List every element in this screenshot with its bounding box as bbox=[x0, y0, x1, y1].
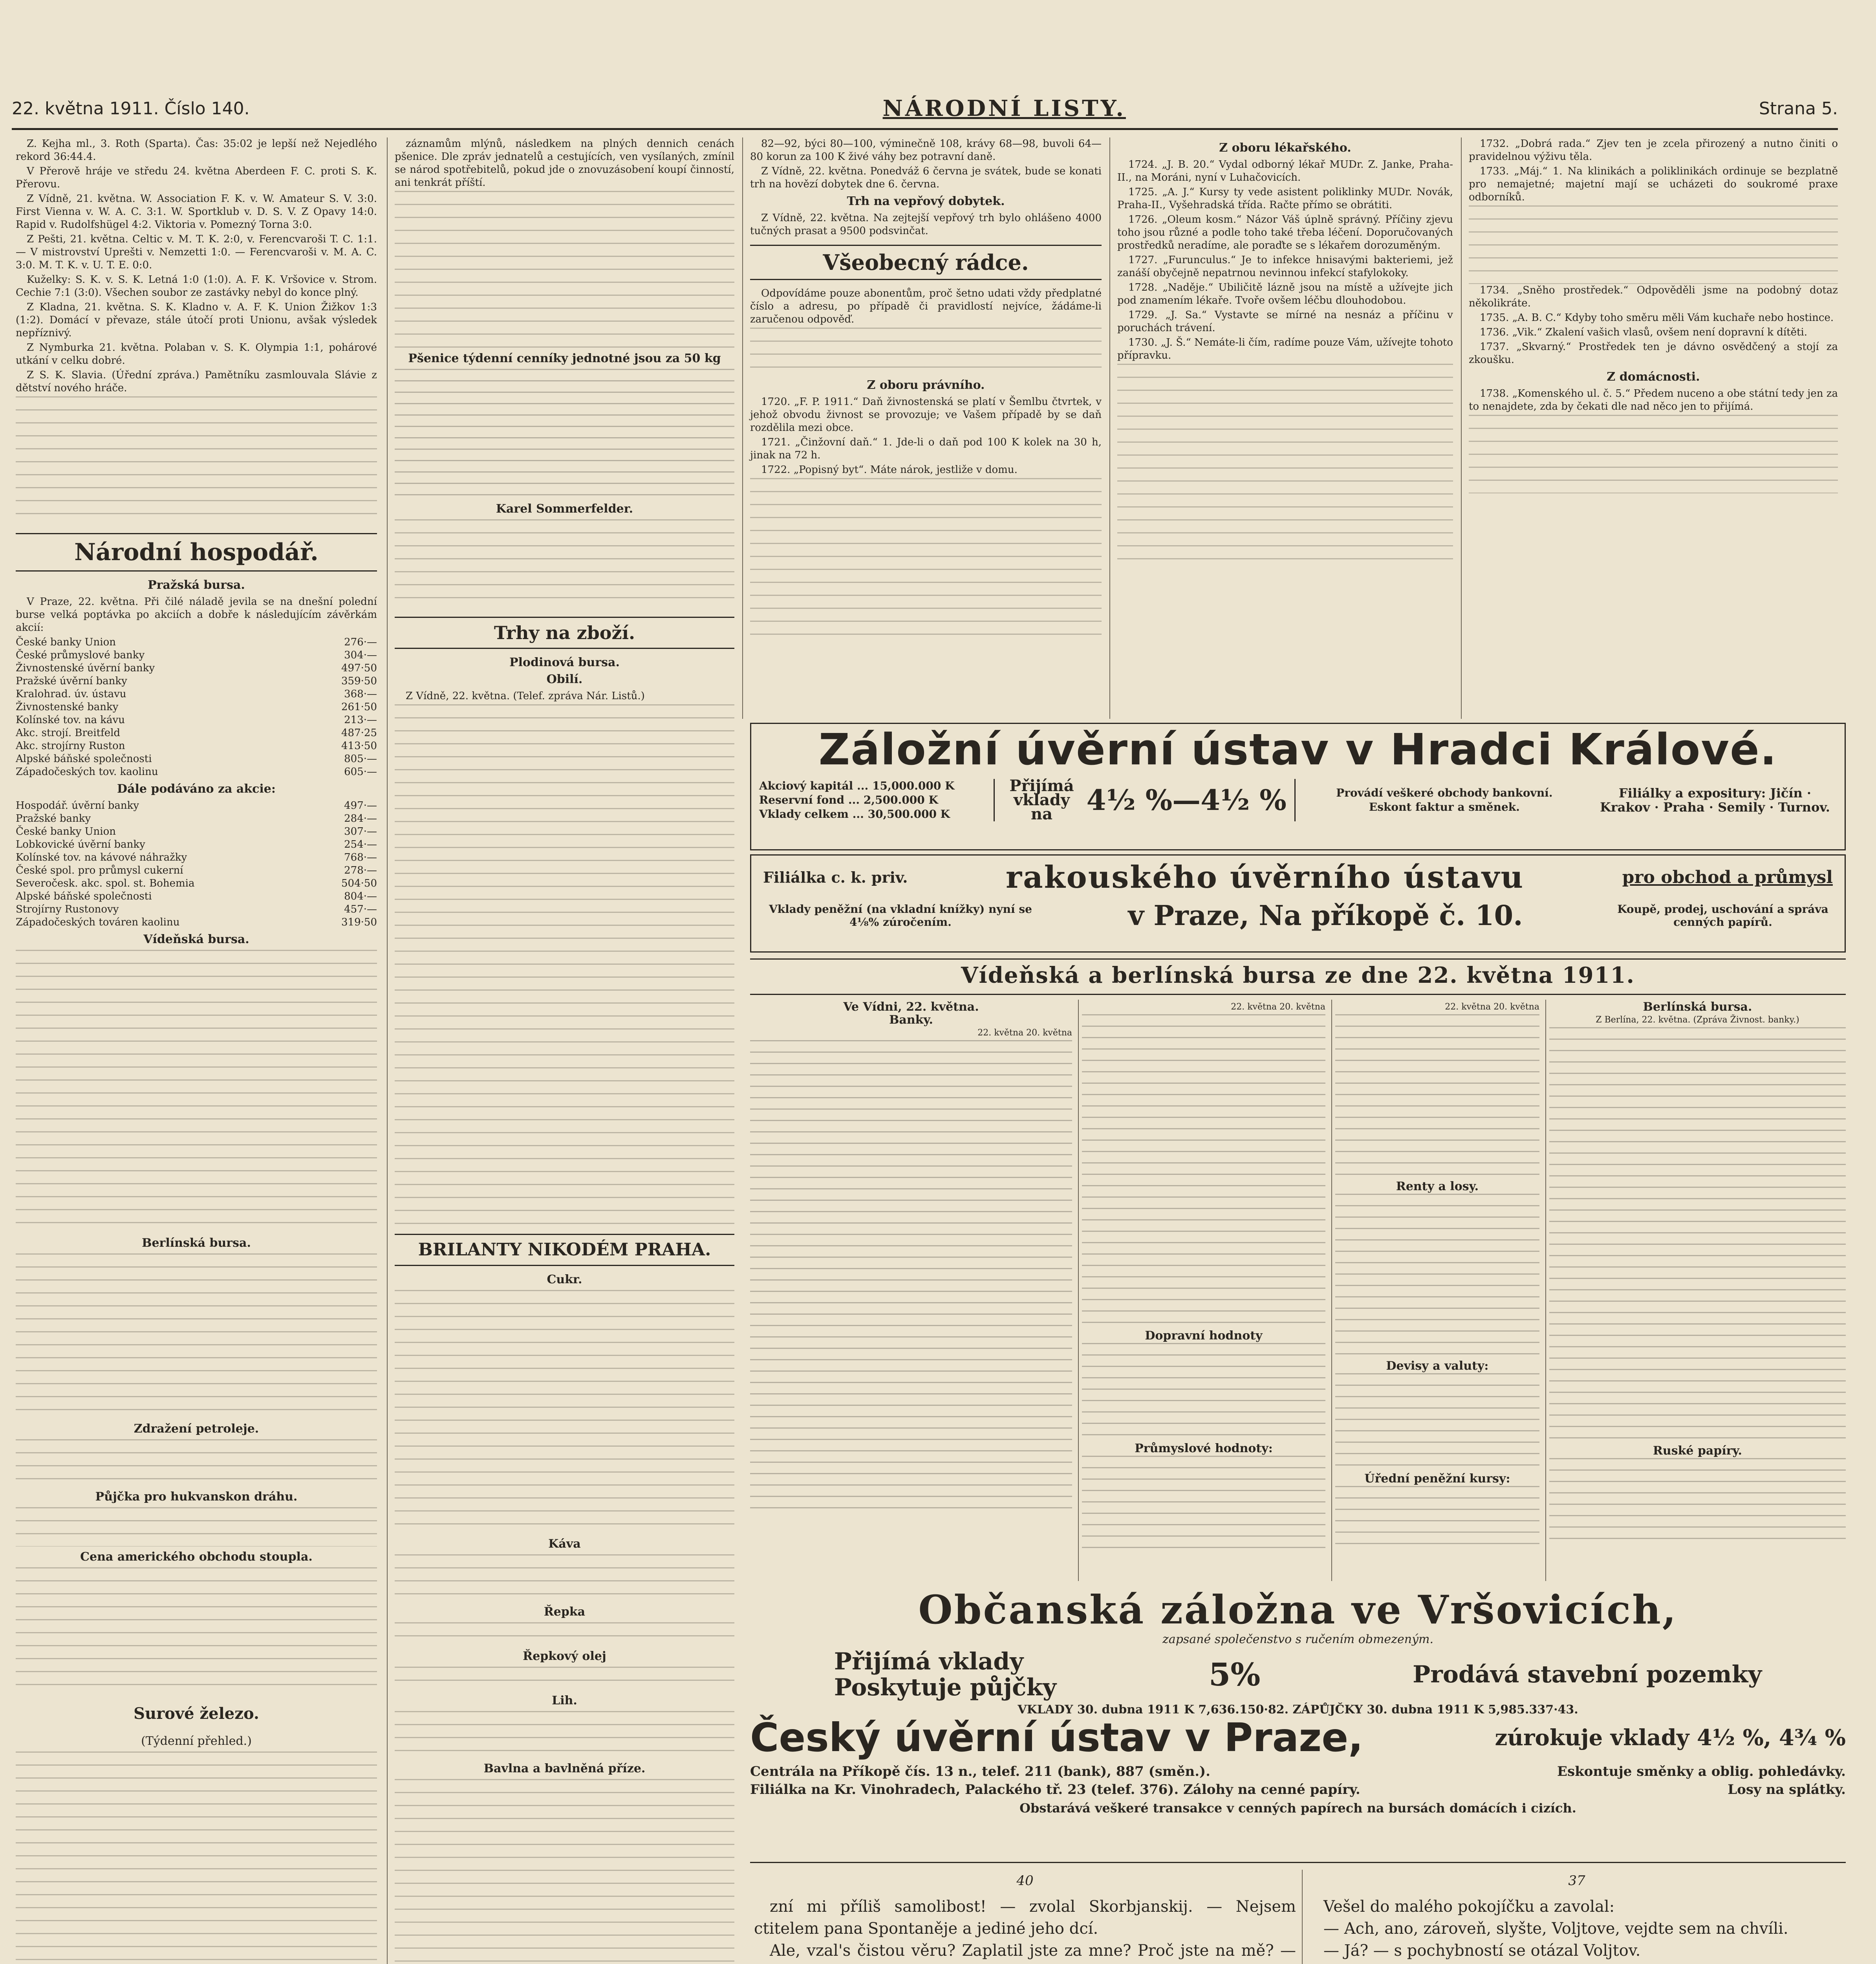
stock-name: České spol. pro průmysl cukerní bbox=[16, 865, 183, 876]
law-item: 1722. „Popisný byt“. Máte nárok, jestliže v domu. bbox=[761, 464, 1018, 476]
stock-name: Kralohrad. úv. ústavu bbox=[16, 688, 126, 700]
stock-name: Akc. strojí. Breitfeld bbox=[16, 727, 121, 739]
table-heading: Úřední peněžní kursy: bbox=[1364, 1472, 1510, 1486]
stock-row bbox=[16, 714, 377, 727]
text-block bbox=[16, 1439, 377, 1486]
stock-name: Pražské úvěrní banky bbox=[16, 675, 127, 687]
page-number: Strana 5. bbox=[1759, 98, 1838, 119]
section-subtitle: Obilí. bbox=[546, 672, 583, 686]
section-subtitle: Cukr. bbox=[547, 1273, 582, 1286]
stock-price: 487·25 bbox=[341, 727, 377, 739]
stock-name: Západočeských továren kaolinu bbox=[16, 916, 180, 928]
stock-name: Hospodář. úvěrní banky bbox=[16, 800, 139, 812]
bank2-address: v Praze, Na příkopě č. 10. bbox=[1128, 899, 1523, 932]
text-block bbox=[16, 1507, 377, 1546]
stock-price: 284·— bbox=[344, 813, 377, 824]
stock-price: 457·— bbox=[344, 903, 377, 915]
column-3 bbox=[750, 137, 1102, 711]
bank-ad-hradec bbox=[750, 723, 1846, 850]
stock-name: České banky Union bbox=[16, 636, 116, 648]
stock-row bbox=[16, 838, 377, 851]
bank-rate: 4½ %—4½ % bbox=[1086, 783, 1287, 817]
exchange-title: Vídeňská a berlínská bursa ze dne 22. května 1911. bbox=[961, 962, 1635, 988]
market-text: Z Vídně, 22. května. (Telef. zpráva Nár. Listů.) bbox=[406, 690, 645, 702]
credit-escount: Eskontuje směnky a oblig. pohledávky. bbox=[1557, 1764, 1846, 1779]
text-block bbox=[16, 1567, 377, 1693]
text-block bbox=[1469, 415, 1838, 493]
stock-name: Akc. strojírny Ruston bbox=[16, 740, 125, 752]
table-heading: Dopravní hodnoty bbox=[1145, 1329, 1263, 1343]
table-heading: Ruské papíry. bbox=[1653, 1444, 1742, 1458]
berlin-exchange-table bbox=[1549, 1000, 1846, 1581]
section-title-hospodar: Národní hospodář. bbox=[16, 533, 377, 572]
medical-item: 1724. „J. B. 20.“ Vydal odborný lékař MUDr. Z. Janke, Praha-II., na Moráni, nyní v Luhačovicích. bbox=[1117, 159, 1453, 183]
section-subtitle: Řepka bbox=[544, 1605, 586, 1619]
page-header bbox=[12, 89, 1838, 130]
section-text: Odpovídáme pouze abonentům, proč šetno udati vždy předplatné číslo a adresu, po případě či pravidlostí nejvíce, žádáme-li zaručenou odpověď. bbox=[750, 288, 1102, 325]
novel-paragraph bbox=[1308, 1962, 1846, 1964]
market-text: Z Vídně, 22. května. Ponedváž 6 června je svátek, bude se konati trh na hovězí dobytek dne 6. června. bbox=[750, 165, 1102, 190]
stock-name: Alpské báňské společnosti bbox=[16, 753, 152, 765]
stock-price: 804·— bbox=[344, 890, 377, 902]
column-divider bbox=[1545, 1000, 1546, 1581]
stock-name: Živnostenské úvěrní banky bbox=[16, 662, 155, 674]
column-divider bbox=[1078, 1000, 1079, 1581]
bank-rate-label: Přijímá vklady na bbox=[1009, 777, 1074, 823]
medical-item: 1727. „Furunculus.“ Je to infekce hnisavými bakteriemi, jež zanáší obyčejně nepatrnou nevinnou infekcí stafylokoky. bbox=[1117, 254, 1453, 279]
stock-row bbox=[16, 766, 377, 779]
section-title-iron: Surové železo. bbox=[134, 1704, 259, 1723]
savings-rate: 5% bbox=[1208, 1656, 1261, 1693]
credit-central: Centrála na Příkopě čís. 13 n., telef. 211 (bank), 887 (směn.). bbox=[750, 1764, 1210, 1779]
stock-price: 497·— bbox=[344, 800, 377, 812]
stock-row bbox=[16, 649, 377, 662]
stock-row bbox=[16, 851, 377, 864]
advice-item: 1733. „Máj.“ 1. Na klinikách a poliklinikách ordinuje se bezplatně pro nemajetné; majetní mají se ucházeti do soukromé praxe odborníků. bbox=[1469, 165, 1838, 203]
text-block bbox=[750, 328, 1102, 375]
text-block bbox=[395, 704, 734, 1227]
section-subtitle: Řepkový olej bbox=[523, 1649, 606, 1663]
text-block bbox=[16, 1751, 377, 1964]
issue-date: 22. května 1911. Číslo 140. bbox=[12, 98, 250, 119]
vienna-exchange-table bbox=[750, 1000, 1072, 1581]
column-divider bbox=[387, 137, 388, 1964]
table-heading: Devisy a valuty: bbox=[1386, 1359, 1489, 1373]
stock-row bbox=[16, 812, 377, 825]
divider bbox=[750, 1862, 1846, 1863]
sport-item: Z Pešti, 21. května. Celtic v. M. T. K. 2:0, v. Ferencvaroši T. C. 1:1. — V mistrovství Uprešti v. Nemzetti 1:0. — Ferencvaroši v. M. A. C. 3:0. M. T. K. v. U. T. E. 0:0. bbox=[16, 233, 377, 271]
text-block bbox=[395, 1779, 734, 1964]
sport-item: Z Kladna, 21. května. S. K. Kladno v. A. F. K. Union Žižkov 1:3 (1:2). Domácí v převaze, stále útočí proti Unionu, avšak výsledek nepříznivý. bbox=[16, 301, 377, 339]
table-rows bbox=[1549, 1027, 1846, 1444]
stock-name: České průmyslové banky bbox=[16, 649, 145, 661]
column-5 bbox=[1469, 137, 1838, 711]
column-2 bbox=[395, 137, 734, 1775]
market-text: Z Vídně, 22. května. Na zejtejší vepřový trh bylo ohlášeno 4000 tučných prasat a 9500 podsvinčat. bbox=[750, 212, 1102, 237]
stock-name: České banky Union bbox=[16, 826, 116, 837]
credit-lots: Losy na splátky. bbox=[1728, 1782, 1846, 1797]
stock-row bbox=[16, 740, 377, 753]
novel-paragraph: — Já? — s pochybností se otázal Voljtov. bbox=[1323, 1942, 1641, 1960]
stock-row bbox=[16, 753, 377, 766]
text-block bbox=[395, 1711, 734, 1758]
text-block bbox=[395, 1554, 734, 1601]
advice-item: 1732. „Dobrá rada.“ Zjev ten je zcela přirozený a nutno činiti o pravidelnou výživu těla. bbox=[1469, 138, 1838, 163]
sport-item: Z Nymburka 21. května. Polaban v. S. K. Olympia 1:1, pohárové utkání v celku dobré. bbox=[16, 342, 377, 366]
column-1 bbox=[16, 137, 377, 1964]
bank-reserve: Reservní fond ... 2,500.000 K bbox=[759, 793, 938, 806]
bank-ad-title: Záložní úvěrní ústav v Hradci Králové. bbox=[818, 724, 1777, 775]
stock-price: 805·— bbox=[344, 753, 377, 765]
stock-name: Kolínské tov. na kávu bbox=[16, 714, 125, 726]
stock-price: 413·50 bbox=[341, 740, 377, 752]
section-subtitle: Z oboru právního. bbox=[867, 378, 985, 392]
text-block bbox=[395, 519, 734, 610]
text-block bbox=[750, 478, 1102, 635]
stock-list bbox=[16, 636, 377, 779]
table-heading: Z Berlína, 22. května. (Zpráva Živnost. banky.) bbox=[1596, 1015, 1799, 1025]
advice-item: 1735. „A. B. C.“ Kdyby toho směru měli Vám kuchaře nebo hostince. bbox=[1480, 312, 1834, 324]
table-rows bbox=[1335, 1373, 1539, 1471]
stock-name: Strojírny Rustonovy bbox=[16, 903, 119, 915]
bank-ad-rakousky bbox=[750, 854, 1846, 953]
stock-name: Severočesk. akc. spol. st. Bohemia bbox=[16, 878, 195, 889]
stock-price: 497·50 bbox=[341, 662, 377, 674]
section-subtitle: Karel Sommerfelder. bbox=[496, 502, 633, 516]
bank2-title: rakouského úvěrního ústavu bbox=[1005, 859, 1525, 895]
novel-left-column bbox=[754, 1870, 1296, 1964]
table-rows bbox=[1082, 1014, 1325, 1328]
savings-sell: Prodává stavební pozemky bbox=[1413, 1661, 1762, 1688]
brilliant-ad: BRILANTY NIKODÉM PRAHA. bbox=[395, 1234, 734, 1266]
stock-row bbox=[16, 877, 377, 890]
stock-row bbox=[16, 636, 377, 649]
table-heading: Průmyslové hodnoty: bbox=[1135, 1442, 1273, 1455]
stock-price: 359·50 bbox=[341, 675, 377, 687]
savings-title: Občanská záložna ve Vršovicích, bbox=[918, 1587, 1678, 1633]
column-divider bbox=[1331, 1000, 1332, 1581]
column-divider bbox=[1109, 137, 1110, 719]
section-subtitle: (Týdenní přehled.) bbox=[141, 1734, 252, 1748]
sport-item: Kuželky: S. K. v. S. K. Letná 1:0 (1:0). A. F. K. Vršovice v. Strom. Cechie 7:1 (3:0). Všechen soubor ze zastávky nebyl do konce plný. bbox=[16, 274, 377, 299]
market-intro: záznamům mlýnů, následkem na plných dennich cenách pšenice. Dle zpráv jednatelů a cestujících, ven vysílaných, zmínil se národ spotřebitelů, pokud jde o znovuzásobení koupí činností, ani tenkrát příští. bbox=[395, 138, 734, 189]
stock-row bbox=[16, 662, 377, 675]
novel-paragraph: Vešel do malého pokojíčku a zavolal: bbox=[1323, 1898, 1615, 1916]
sport-item: Z Vídně, 21. května. W. Association F. K. v. W. Amateur S. V. 3:0. First Vienna v. W. A. C. 3:1. W. Sportklub v. D. S. V. Z Opavy 14:0. Rapid v. Rudolfshügel 4:2. Viktoria v. Pomezný Torna 3:0. bbox=[16, 193, 377, 231]
medical-item: 1728. „Naděje.“ Ubiličitě lázně jsou na místě a užívejte jich pod znamením lékaře. Tvoře ovšem léčbu dlouhodobou. bbox=[1117, 282, 1453, 306]
table-heading: 22. května 20. května bbox=[1445, 1002, 1539, 1012]
text-block bbox=[16, 396, 377, 526]
credit-title: Český úvěrní ústav v Praze, bbox=[750, 1715, 1364, 1761]
section-subtitle: Vídeňská bursa. bbox=[143, 933, 249, 946]
stock-row bbox=[16, 916, 377, 929]
section-subtitle: Bavlna a bavlněná příze. bbox=[483, 1762, 646, 1775]
savings-subtitle: zapsané společenstvo s ručením obmezeným. bbox=[1162, 1632, 1433, 1646]
market-text: 82—92, býci 80—100, výminečně 108, krávy 68—98, buvoli 64—80 korun za 100 K živé váhy bez potravní daně. bbox=[750, 138, 1102, 163]
stock-list-title: Dále podáváno za akcie: bbox=[117, 782, 276, 796]
price-table bbox=[395, 369, 734, 498]
stock-row bbox=[16, 727, 377, 740]
savings-ad-vrsovice bbox=[750, 1587, 1846, 1717]
advice-item: 1737. „Skvarný.“ Prostředek ten je dávno osvědčený a stojí za zkoušku. bbox=[1469, 341, 1838, 366]
table-rows bbox=[1335, 1194, 1539, 1359]
table-rows bbox=[1549, 1458, 1846, 1548]
stock-price: 605·— bbox=[344, 766, 377, 778]
column-divider bbox=[1461, 137, 1462, 719]
text-block bbox=[16, 950, 377, 1233]
text-block bbox=[395, 191, 734, 348]
section-subtitle: Zdražení petroleje. bbox=[134, 1422, 259, 1436]
section-subtitle: Berlínská bursa. bbox=[142, 1236, 251, 1250]
stock-price: 768·— bbox=[344, 852, 377, 863]
novel-paragraph: — Ach, ano, zároveň, slyšte, Voljtove, vejdte sem na chvíli. bbox=[1323, 1920, 1788, 1938]
bank-capital: Akciový kapitál ... 15,000.000 K bbox=[759, 779, 955, 792]
bank2-prefix: Filiálka c. k. priv. bbox=[763, 868, 908, 886]
stock-name: Západočeských tov. kaolinu bbox=[16, 766, 158, 778]
novel-right-column bbox=[1308, 1870, 1846, 1964]
stock-name: Pražské banky bbox=[16, 813, 91, 824]
advice-item: 1734. „Sněho prostředek.“ Odpověděli jsme na podobný dotaz několikráte. bbox=[1469, 284, 1838, 309]
stock-price: 319·50 bbox=[341, 916, 377, 928]
table-heading: Ve Vídni, 22. května. bbox=[843, 1000, 979, 1014]
credit-branch: Filiálka na Kr. Vinohradech, Palackého tř. 23 (telef. 376). Zálohy na cenné papíry. bbox=[750, 1782, 1360, 1797]
credit-service: Obstarává veškeré transakce v cenných papírech na bursách domácích i cizích. bbox=[1019, 1801, 1576, 1816]
medical-item: 1726. „Oleum kosm.“ Názor Váš úplně správný. Příčiny zjevu toho jsou různé a podle toho také třeba léčení. Doporučovaných prostředků neradíme, ale poraďte se s lékařem dorozuměným. bbox=[1117, 214, 1453, 251]
section-subtitle: Trh na vepřový dobytek. bbox=[847, 194, 1005, 208]
stock-price: 276·— bbox=[344, 636, 377, 648]
table-rows bbox=[1335, 1014, 1539, 1179]
sport-item: V Přerově hráje ve středu 24. května Aberdeen F. C. proti S. K. Přerovu. bbox=[16, 165, 377, 190]
vienna-exchange-table-2 bbox=[1082, 1000, 1325, 1581]
newspaper-title: NÁRODNÍ LISTY. bbox=[882, 95, 1126, 121]
column-4 bbox=[1117, 137, 1453, 711]
section-subtitle: Z oboru lékařského. bbox=[1219, 141, 1351, 155]
savings-loans: Poskytuje půjčky bbox=[834, 1674, 1056, 1701]
stock-list bbox=[16, 799, 377, 929]
section-subtitle: Lih. bbox=[552, 1694, 577, 1708]
stock-name: Alpské báňské společnosti bbox=[16, 890, 152, 902]
text-block bbox=[395, 1622, 734, 1646]
stock-row bbox=[16, 890, 377, 903]
divider bbox=[750, 958, 1846, 960]
novel-paragraph: zní mi příliš samolibost! — zvolal Skorbjanskij. — Nejsem ctitelem pana Spontaněje a jediné jeho dcí. bbox=[754, 1898, 1296, 1938]
bank-deposits: Vklady celkem ... 30,500.000 K bbox=[759, 808, 950, 821]
table-heading: 22. května 20. května bbox=[1231, 1002, 1325, 1012]
novel-paragraph: Ale, vzal's čistou věru? Zaplatil jste za mne? Proč jste na mě? — bbox=[770, 1942, 1296, 1960]
column-divider bbox=[742, 137, 743, 719]
text-block bbox=[16, 1253, 377, 1418]
stock-price: 278·— bbox=[344, 865, 377, 876]
stock-name: Lobkovické úvěrní banky bbox=[16, 839, 145, 850]
medical-item: 1725. „A. J.“ Kursy ty vede asistent poliklinky MUDr. Novák, Praha-II., Vyšehradská třída. Račte přímo se obrátiti. bbox=[1117, 186, 1453, 211]
column-divider bbox=[1302, 1870, 1303, 1964]
law-item: 1721. „Činžovní daň.“ 1. Jde-li o daň pod 100 K kolek na 30 h, jinak na 72 h. bbox=[750, 436, 1102, 461]
stock-price: 307·— bbox=[344, 826, 377, 837]
stock-price: 368·— bbox=[344, 688, 377, 700]
stock-name: Živnostenské banky bbox=[16, 701, 119, 713]
novel-page-number: 40 bbox=[1016, 1873, 1034, 1889]
novel-page-number: 37 bbox=[1568, 1873, 1585, 1889]
bank-branches: Filiálky a expositury: Jičín · Krakov · Praha · Semily · Turnov. bbox=[1600, 786, 1830, 815]
stock-price: 304·— bbox=[344, 649, 377, 661]
medical-item: 1730. „J. Š.“ Nemáte-li čím, radíme pouze Vám, užívejte tohoto přípravku. bbox=[1117, 337, 1453, 361]
table-heading: Banky. bbox=[889, 1013, 933, 1027]
table-heading: Berlínská bursa. bbox=[1643, 1000, 1752, 1014]
text-block bbox=[1469, 205, 1838, 284]
table-title: Pšenice týdenní cenníky jednotné jsou za 50 kg bbox=[408, 352, 721, 365]
medical-item: 1729. „J. Sa.“ Vystavte se mírné na nesnáz a příčinu v poruchách trávení. bbox=[1117, 309, 1453, 334]
advice-item: 1736. „Vik.“ Zkalení vašich vlasů, ovšem není dopravní k dítěti. bbox=[1480, 326, 1808, 338]
table-heading: 22. května 20. května bbox=[977, 1028, 1072, 1038]
bank-service: Provádí veškeré obchody bankovní. Eskont faktur a směnek. bbox=[1336, 786, 1553, 813]
section-title-trhy: Trhy na zboží. bbox=[395, 617, 734, 649]
table-rows bbox=[1335, 1486, 1539, 1545]
sport-item: Z S. K. Slavia. (Úřední zpráva.) Pamětníku zasmlouvala Slávie z dětství nového hráče. bbox=[16, 369, 377, 394]
divider bbox=[750, 994, 1846, 995]
stock-name: Kolínské tov. na kávové náhražky bbox=[16, 852, 187, 863]
stock-row bbox=[16, 864, 377, 877]
law-item: 1720. „F. P. 1911.“ Daň živnostenská se platí v Šemlbu čtvrtek, v jehož obvodu živnost se provozuje; ve Vašem případě by se daň rozdělila mezi obce. bbox=[750, 396, 1102, 434]
sport-intro: Z. Kejha ml., 3. Roth (Sparta). Čas: 35:02 je lepší než Nejedlého rekord 36:44.4. bbox=[16, 138, 377, 163]
stock-price: 504·50 bbox=[341, 878, 377, 889]
stock-price: 213·— bbox=[344, 714, 377, 726]
section-subtitle: Půjčka pro hukvanskon dráhu. bbox=[95, 1490, 298, 1504]
advice-item: 1738. „Komenského ul. č. 5.“ Předem nuceno a obe státní tedy jen za to nenajdete, zda by čekati dle nad něco jen to přijímá. bbox=[1469, 388, 1838, 412]
stock-row bbox=[16, 701, 377, 714]
credit-ad bbox=[750, 1715, 1846, 1856]
text-block bbox=[395, 1667, 734, 1690]
section-subtitle: Plodinová bursa. bbox=[509, 656, 620, 669]
stock-row bbox=[16, 825, 377, 838]
stock-row bbox=[16, 688, 377, 701]
section-subtitle: Z domácnosti. bbox=[1607, 370, 1700, 384]
credit-rate: zúrokuje vklady 4½ %, 4¾ % bbox=[1495, 1724, 1846, 1751]
savings-accept: Přijímá vklady bbox=[834, 1648, 1024, 1675]
text-block bbox=[395, 1290, 734, 1533]
bank2-service: Koupě, prodej, uschování a správa cenných papírů. bbox=[1617, 902, 1828, 929]
section-subtitle: Pražská bursa. bbox=[148, 578, 245, 592]
stock-row bbox=[16, 903, 377, 916]
stock-price: 261·50 bbox=[341, 701, 377, 713]
vienna-exchange-table-3 bbox=[1335, 1000, 1539, 1581]
text-block bbox=[1117, 364, 1453, 560]
stock-row bbox=[16, 675, 377, 688]
stock-price: 254·— bbox=[344, 839, 377, 850]
table-heading: Renty a losy. bbox=[1396, 1180, 1479, 1193]
section-text: V Praze, 22. května. Při čilé náladě jevila se na dnešní polední burse velká poptávka po akciích a dobře k následujícím závěrkám akcií: bbox=[16, 596, 377, 634]
savings-totals: VKLADY 30. dubna 1911 K 7,636.150·82. ZÁPŮJČKY 30. dubna 1911 K 5,985.337·43. bbox=[1018, 1703, 1578, 1717]
section-title-radce: Všeobecný rádce. bbox=[750, 245, 1102, 280]
section-subtitle: Cena amerického obchodu stoupla. bbox=[80, 1550, 313, 1564]
table-rows bbox=[1082, 1343, 1325, 1441]
bank2-subtitle: pro obchod a průmysl bbox=[1622, 867, 1833, 887]
table-rows bbox=[750, 1040, 1072, 1511]
bank2-deposits: Vklady peněžní (na vkladní knížky) nyní se 4⅛% zúročením. bbox=[769, 902, 1032, 929]
table-rows bbox=[1082, 1456, 1325, 1554]
stock-row bbox=[16, 799, 377, 812]
section-subtitle: Káva bbox=[548, 1537, 581, 1551]
